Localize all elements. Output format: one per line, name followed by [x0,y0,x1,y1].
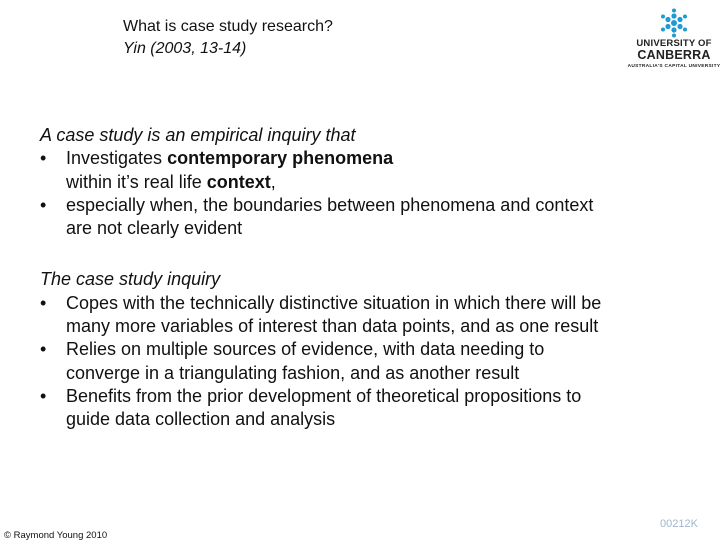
bullet-line [66,171,710,194]
bullet-line: Relies on multiple sources of evidence, with data needing to [66,339,545,360]
bullet-emphasis: context [206,171,271,192]
bullet-line: are not clearly evident [66,218,243,239]
slide-body [40,124,710,432]
bullet-line: Copes with the technically distinctive situation in which there will be [66,292,602,313]
bullet-line: guide data collection and analysis [66,409,336,430]
bullet-item [40,292,710,339]
bullet-text: , [270,171,276,192]
bullet-dot: • [40,194,47,215]
bullet-dot: • [40,339,47,360]
slide-title-block [123,16,333,60]
bullet-line: especially when, the boundaries between phenomena and context [66,194,594,215]
section-2-lead: The case study inquiry [40,269,221,290]
bullet-item [40,147,710,194]
section-1-bullets [40,147,710,240]
bullet-item [40,338,710,385]
logo-tagline: AUSTRALIA'S CAPITAL UNIVERSITY [627,64,721,69]
bullet-item [40,194,710,241]
bullet-line [66,147,710,170]
logo-line-2: CANBERRA [637,48,711,62]
university-logo [626,8,722,70]
bullet-item [40,385,710,432]
section-1-lead: A case study is an empirical inquiry that [40,125,356,145]
slide-title: What is case study research? [123,18,333,35]
logo-line-1: UNIVERSITY OF [636,38,712,49]
bullet-emphasis: contemporary phenomena [167,148,394,169]
bullet-dot: • [40,292,47,313]
slide-subtitle: Yin (2003, 13-14) [123,40,247,57]
bullet-line: Benefits from the prior development of theoretical propositions to [66,385,582,406]
section-2-bullets [40,292,710,432]
snowflake-icon [658,8,690,38]
bullet-text: Investigates [66,148,168,169]
copyright-text: © Raymond Young 2010 [4,530,108,541]
bullet-dot: • [40,385,47,406]
bullet-dot: • [40,148,47,169]
slide-code: 00212K [660,518,698,530]
bullet-line: many more variables of interest than data points, and as one result [66,316,599,337]
bullet-line: converge in a triangulating fashion, and as another result [66,362,520,383]
bullet-text: within it’s real life [66,171,207,192]
